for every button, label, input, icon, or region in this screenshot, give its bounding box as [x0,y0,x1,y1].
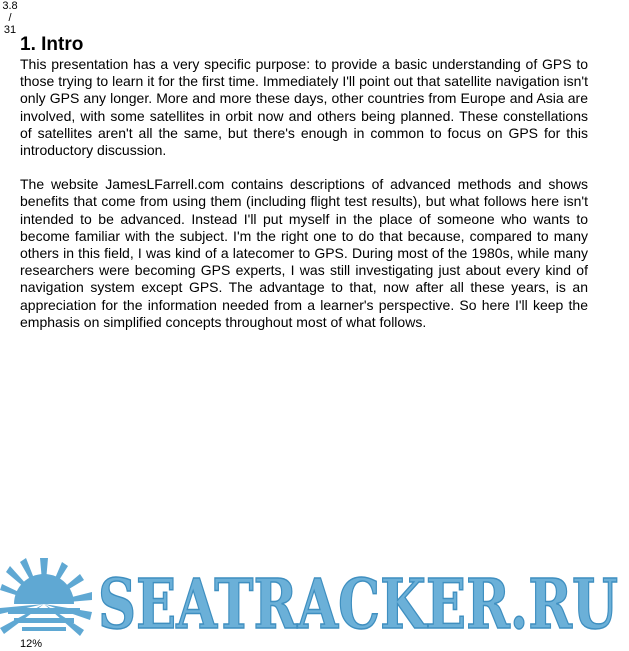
page-counter-total: 31 [3,24,17,36]
zoom-level: 12% [20,638,43,650]
watermark-wordmark [98,562,623,638]
page-counter-separator: / [8,12,12,24]
page-counter-current: 3.8 [2,0,18,12]
document-content [20,34,588,331]
page-counter [0,0,20,36]
paragraph-1: This presentation has a very specific purpose: to provide a basic understanding of GPS to those trying to learn it for the first time. Immediately I'll point out that satellite navigation isn't only GPS any longer. More and more these days, other countries from Europe and Asia are involved, with some satellites in orbit now and others being planned. These constellations of satellites aren't all the same, but there's enough in common to focus on GPS for this introductory discussion. [20,56,588,159]
section-title: 1. Intro [20,34,84,55]
paragraph-2: The website JamesLFarrell.com contains descriptions of advanced methods and shows benefits that come from using them (including flight test results), but what follows here isn't intended to be advanced. Instead I'll put myself in the place of someone who wants to become familiar with the subject. I'm the right one to do that because, compared to many others in this field, I was kind of a latecomer to GPS. During most of the 1980s, while many researchers were becoming GPS experts, I was still investigating just about every kind of navigation system except GPS. The advantage to that, now after all these years, is an appreciation for the information needed from a learner's perspective. So here I'll keep the emphasis on simplified concepts throughout most of what follows. [20,176,588,330]
sun-icon [0,556,98,640]
watermark-text: SEATRACKER.RU [98,565,618,638]
watermark-logo [0,556,629,640]
